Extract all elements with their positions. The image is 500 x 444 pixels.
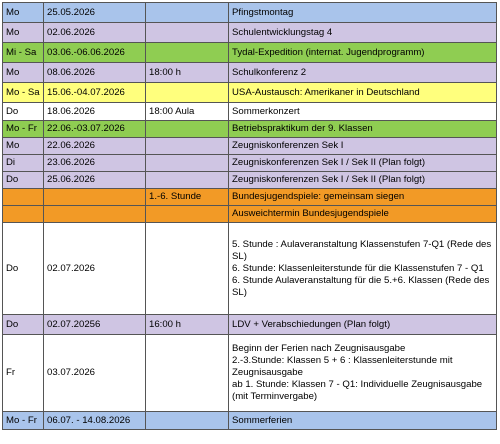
day-cell: Mo - Sa: [3, 83, 44, 103]
event-cell: Betriebspraktikum der 9. Klassen: [229, 121, 497, 138]
schedule-table: [2, 2, 497, 430]
date-cell: 15.06.-04.07.2026: [44, 83, 146, 103]
table-row: [3, 43, 497, 63]
day-cell: [3, 206, 44, 223]
schedule-rows: [3, 3, 497, 430]
table-row: [3, 63, 497, 83]
table-row: [3, 155, 497, 172]
table-row: [3, 103, 497, 121]
event-cell: Ausweichtermin Bundesjugendspiele: [229, 206, 497, 223]
time-cell: [146, 206, 229, 223]
day-cell: Mo: [3, 63, 44, 83]
date-cell: 02.07.2026: [44, 223, 146, 315]
time-cell: 18:00 Aula: [146, 103, 229, 121]
date-cell: 22.06.2026: [44, 138, 146, 155]
day-cell: Mi - Sa: [3, 43, 44, 63]
day-cell: Do: [3, 172, 44, 189]
event-cell: Bundesjugendspiele: gemeinsam siegen: [229, 189, 497, 206]
date-cell: 06.07. - 14.08.2026: [44, 412, 146, 430]
time-cell: [146, 223, 229, 315]
time-cell: [146, 172, 229, 189]
day-cell: Mo: [3, 138, 44, 155]
table-row: [3, 172, 497, 189]
date-cell: 25.05.2026: [44, 3, 146, 23]
event-cell: Schulkonferenz 2: [229, 63, 497, 83]
date-cell: 22.06.-03.07.2026: [44, 121, 146, 138]
date-cell: 18.06.2026: [44, 103, 146, 121]
date-cell: 03.06.-06.06.2026: [44, 43, 146, 63]
day-cell: Mo: [3, 3, 44, 23]
table-row: [3, 206, 497, 223]
event-cell: Tydal-Expedition (internat. Jugendprogramm): [229, 43, 497, 63]
event-cell: 5. Stunde : Aulaveranstaltung Klassenstufen 7-Q1 (Rede des SL) 6. Stunde: Klassenleiterstunde für die Klassenstufen 7 - Q1 6. Stunde Aulaveranstaltung für die 5.+6. Klassen (Rede des SL): [229, 223, 497, 315]
day-cell: Fr: [3, 335, 44, 412]
day-cell: Mo - Fr: [3, 412, 44, 430]
table-row: [3, 223, 497, 315]
table-row: [3, 412, 497, 430]
day-cell: Di: [3, 155, 44, 172]
table-row: [3, 83, 497, 103]
time-cell: [146, 83, 229, 103]
table-row: [3, 23, 497, 43]
table-row: [3, 3, 497, 23]
time-cell: [146, 138, 229, 155]
event-cell: Schulentwicklungstag 4: [229, 23, 497, 43]
time-cell: [146, 412, 229, 430]
event-cell: Zeugniskonferenzen Sek I / Sek II (Plan folgt): [229, 172, 497, 189]
table-row: [3, 138, 497, 155]
time-cell: [146, 155, 229, 172]
table-row: [3, 121, 497, 138]
table-row: [3, 189, 497, 206]
table-row: [3, 315, 497, 335]
event-cell: Sommerkonzert: [229, 103, 497, 121]
day-cell: [3, 189, 44, 206]
date-cell: 25.06.2026: [44, 172, 146, 189]
date-cell: [44, 206, 146, 223]
time-cell: [146, 43, 229, 63]
event-cell: Sommerferien: [229, 412, 497, 430]
time-cell: [146, 121, 229, 138]
event-cell: USA-Austausch: Amerikaner in Deutschland: [229, 83, 497, 103]
date-cell: [44, 189, 146, 206]
date-cell: 02.07.20256: [44, 315, 146, 335]
time-cell: 18:00 h: [146, 63, 229, 83]
event-cell: Pfingstmontag: [229, 3, 497, 23]
event-cell: Zeugniskonferenzen Sek I: [229, 138, 497, 155]
time-cell: [146, 23, 229, 43]
table-row: [3, 335, 497, 412]
day-cell: Mo: [3, 23, 44, 43]
event-cell: LDV + Verabschiedungen (Plan folgt): [229, 315, 497, 335]
day-cell: Do: [3, 103, 44, 121]
time-cell: [146, 335, 229, 412]
date-cell: 02.06.2026: [44, 23, 146, 43]
day-cell: Do: [3, 315, 44, 335]
time-cell: 1.-6. Stunde: [146, 189, 229, 206]
day-cell: Do: [3, 223, 44, 315]
time-cell: 16:00 h: [146, 315, 229, 335]
time-cell: [146, 3, 229, 23]
date-cell: 08.06.2026: [44, 63, 146, 83]
date-cell: 23.06.2026: [44, 155, 146, 172]
event-cell: Zeugniskonferenzen Sek I / Sek II (Plan folgt): [229, 155, 497, 172]
day-cell: Mo - Fr: [3, 121, 44, 138]
event-cell: Beginn der Ferien nach Zeugnisausgabe 2.-3.Stunde: Klassen 5 + 6 : Klassenleiterstunde mit Zeugnisausgabe ab 1. Stunde: Klassen 7 - Q1: Individuelle Zeugnisausgabe (mit Terminvergabe): [229, 335, 497, 412]
date-cell: 03.07.2026: [44, 335, 146, 412]
